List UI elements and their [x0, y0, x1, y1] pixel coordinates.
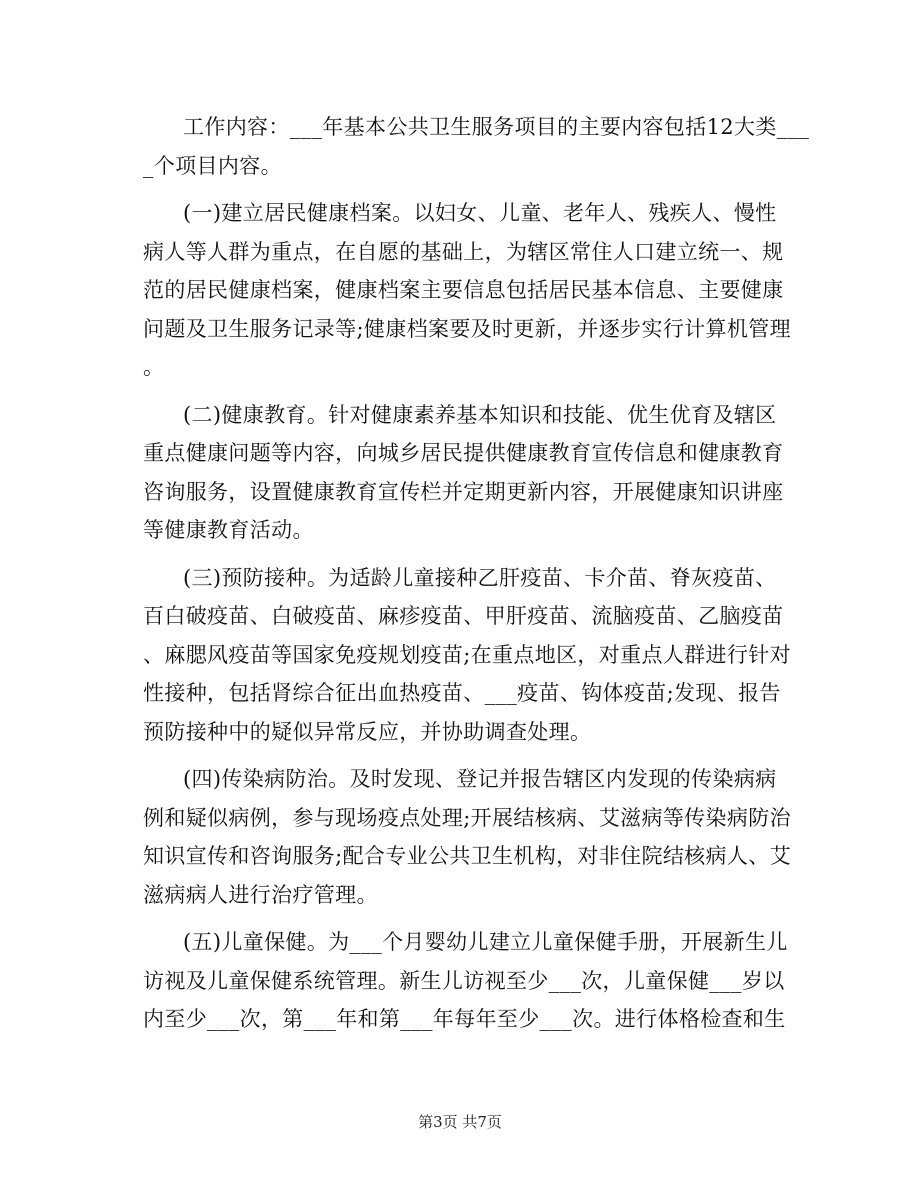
document-body [143, 108, 810, 1048]
text-line: (三)预防接种。为适龄儿童接种乙肝疫苗、卡介苗、脊灰疫苗、 [183, 565, 777, 590]
text-line: (二)健康教育。针对健康素养基本知识和技能、优生优育及辖区 [183, 402, 777, 427]
text-line: 知识宣传和咨询服务;配合专业公共卫生机构，对非住院结核病人、艾 [143, 844, 791, 868]
paragraph-vaccination [143, 559, 791, 752]
text-line: 重点健康问题等内容，向城乡居民提供健康教育宣传信息和健康教育 [143, 441, 784, 465]
text-line: 百白破疫苗、白破疫苗、麻疹疫苗、甲肝疫苗、流脑疫苗、乙脑疫苗 [143, 604, 784, 628]
text-line: 滋病病人进行治疗管理。 [143, 882, 378, 907]
text-line: 工作内容：___年基本公共卫生服务项目的主要内容包括12大类___ [183, 115, 810, 139]
page-number-footer: 第3页 共7页 [418, 1113, 502, 1131]
paragraph-infectious-disease [143, 760, 791, 914]
text-line: 。 [143, 355, 165, 379]
text-line: 例和疑似病例，参与现场疫点处理;开展结核病、艾滋病等传染病防治 [143, 805, 791, 830]
text-line: 等健康教育活动。 [143, 518, 314, 542]
text-line: 问题及卫生服务记录等;健康档案要及时更新，并逐步实行计算机管理 [143, 316, 791, 341]
paragraph-child-health [143, 923, 788, 1039]
text-line: _个项目内容。 [143, 153, 282, 178]
text-line: 范的居民健康档案，健康档案主要信息包括居民基本信息、主要健康 [143, 278, 784, 302]
text-line: 性接种，包括肾综合征出血热疫苗、___疫苗、钩体疫苗;发现、报告 [143, 681, 781, 705]
text-line: (一)建立居民健康档案。以妇女、儿童、老年人、残疾人、慢性 [183, 201, 777, 225]
text-line: 病人等人群为重点，在自愿的基础上，为辖区常住人口建立统一、规 [143, 239, 784, 264]
paragraph-intro [143, 108, 810, 185]
text-line: (四)传染病防治。及时发现、登记并报告辖区内发现的传染病病 [183, 767, 777, 791]
text-line: 咨询服务，设置健康教育宣传栏并定期更新内容，开展健康知识讲座 [143, 479, 784, 504]
text-line: 内至少___次，第___年和第___年每年至少___次。进行体格检查和生 [143, 1007, 786, 1031]
text-line: 预防接种中的疑似异常反应，并协助调查处理。 [143, 719, 592, 744]
paragraph-health-records [143, 194, 791, 387]
text-line: 、麻腮风疫苗等国家免疫规划疫苗;在重点地区，对重点人群进行针对 [143, 642, 791, 667]
text-line: (五)儿童保健。为___个月婴幼儿建立儿童保健手册，开展新生儿 [183, 930, 788, 954]
paragraph-health-education [143, 396, 783, 550]
text-line: 访视及儿童保健系统管理。新生儿访视至少___次，儿童保健___岁以 [143, 968, 785, 993]
